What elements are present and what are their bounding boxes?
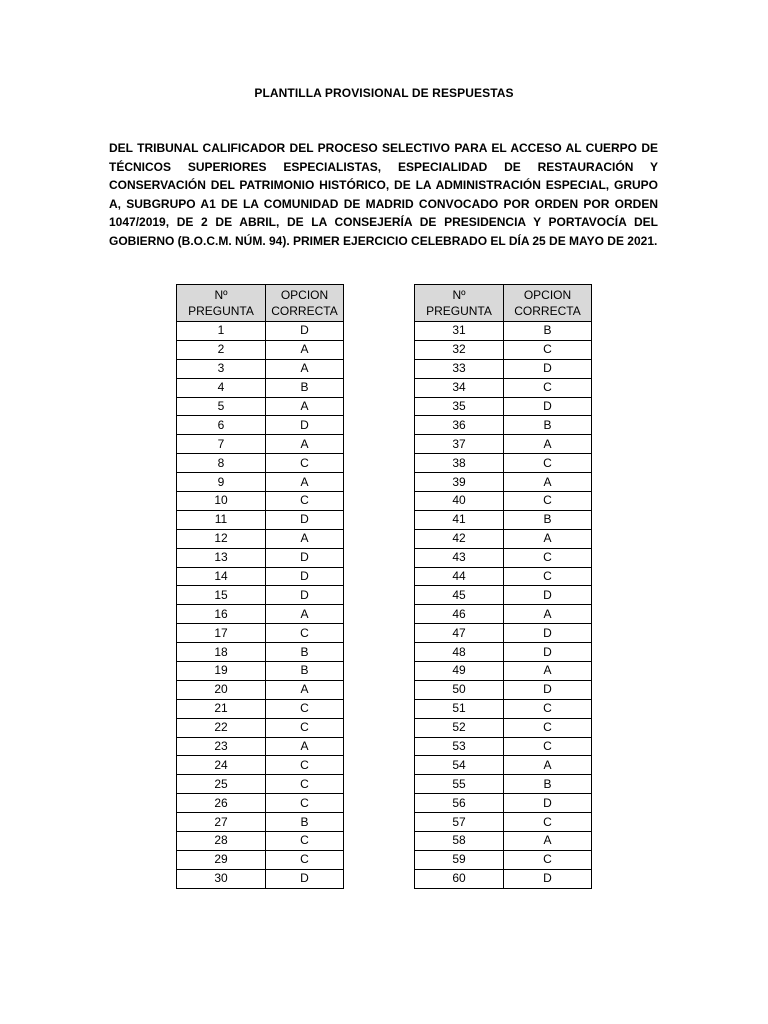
correct-option-cell: C	[266, 832, 344, 851]
table-row	[415, 359, 592, 378]
correct-option-cell: D	[504, 586, 592, 605]
header-option-line1: OPCION	[523, 288, 572, 302]
question-number-cell: 10	[177, 492, 266, 511]
table-row	[177, 832, 344, 851]
question-number-cell: 46	[415, 605, 504, 624]
table-row	[177, 359, 344, 378]
table-row	[415, 643, 592, 662]
table-row	[177, 813, 344, 832]
question-number-cell: 4	[177, 378, 266, 397]
question-number-cell: 23	[177, 737, 266, 756]
correct-option-cell: C	[266, 850, 344, 869]
correct-option-cell: A	[504, 473, 592, 492]
correct-option-cell: A	[266, 340, 344, 359]
table-row	[415, 378, 592, 397]
correct-option-cell: C	[504, 378, 592, 397]
correct-option-cell: A	[266, 680, 344, 699]
table-row	[177, 397, 344, 416]
correct-option-cell: C	[266, 718, 344, 737]
correct-option-cell: D	[266, 416, 344, 435]
table-row	[415, 340, 592, 359]
header-correct-option	[266, 285, 344, 322]
correct-option-cell: C	[266, 775, 344, 794]
table-row	[415, 756, 592, 775]
correct-option-cell: A	[266, 529, 344, 548]
correct-option-cell: D	[504, 643, 592, 662]
table-row	[177, 435, 344, 454]
correct-option-cell: B	[504, 510, 592, 529]
header-option-line2: CORRECTA	[514, 304, 581, 318]
correct-option-cell: A	[266, 605, 344, 624]
question-number-cell: 50	[415, 680, 504, 699]
correct-option-cell: C	[504, 699, 592, 718]
table-row	[177, 605, 344, 624]
correct-option-cell: D	[504, 397, 592, 416]
question-number-cell: 15	[177, 586, 266, 605]
table-row	[415, 567, 592, 586]
table-row	[415, 322, 592, 341]
question-number-cell: 48	[415, 643, 504, 662]
correct-option-cell: B	[266, 662, 344, 681]
header-question-line1: Nº	[214, 288, 228, 302]
table-row	[177, 378, 344, 397]
correct-option-cell: A	[504, 605, 592, 624]
question-number-cell: 31	[415, 322, 504, 341]
question-number-cell: 53	[415, 737, 504, 756]
question-number-cell: 45	[415, 586, 504, 605]
question-number-cell: 2	[177, 340, 266, 359]
correct-option-cell: C	[266, 624, 344, 643]
correct-option-cell: D	[266, 322, 344, 341]
question-number-cell: 58	[415, 832, 504, 851]
question-number-cell: 9	[177, 473, 266, 492]
correct-option-cell: B	[266, 378, 344, 397]
question-number-cell: 5	[177, 397, 266, 416]
table-row	[415, 869, 592, 888]
correct-option-cell: C	[504, 340, 592, 359]
question-number-cell: 42	[415, 529, 504, 548]
table-row	[177, 643, 344, 662]
header-correct-option	[504, 285, 592, 322]
question-number-cell: 57	[415, 813, 504, 832]
table-row	[415, 529, 592, 548]
question-number-cell: 52	[415, 718, 504, 737]
table-row	[415, 397, 592, 416]
header-question-number	[177, 285, 266, 322]
question-number-cell: 55	[415, 775, 504, 794]
table-row	[177, 567, 344, 586]
question-number-cell: 17	[177, 624, 266, 643]
correct-option-cell: C	[266, 756, 344, 775]
table-row	[177, 869, 344, 888]
correct-option-cell: C	[504, 737, 592, 756]
question-number-cell: 34	[415, 378, 504, 397]
document-intro: DEL TRIBUNAL CALIFICADOR DEL PROCESO SELECTIVO PARA EL ACCESO AL CUERPO DE TÉCNICOS SUPERIORES ESPECIALISTAS, ESPECIALIDAD DE RESTAURACIÓN Y CONSERVACIÓN DEL PATRIMONIO HISTÓRICO, DE LA ADMINISTRACIÓN ESPECIAL, GRUPO A, SUBGRUPO A1 DE LA COMUNIDAD DE MADRID CONVOCADO POR ORDEN POR ORDEN 1047/2019, DE 2 DE ABRIL, DE LA CONSEJERÍA DE PRESIDENCIA Y PORTAVOCÍA DEL GOBIERNO (B.O.C.M. NÚM. 94). PRIMER EJERCICIO CELEBRADO EL DÍA 25 DE MAYO DE 2021.	[109, 141, 658, 248]
correct-option-cell: C	[504, 718, 592, 737]
table-row	[177, 340, 344, 359]
table-row	[415, 435, 592, 454]
correct-option-cell: C	[504, 567, 592, 586]
table-row	[177, 718, 344, 737]
table-row	[177, 492, 344, 511]
table-row	[415, 832, 592, 851]
table-row	[177, 775, 344, 794]
table-row	[177, 737, 344, 756]
table-row	[415, 775, 592, 794]
question-number-cell: 36	[415, 416, 504, 435]
answers-table-2	[414, 284, 592, 889]
question-number-cell: 22	[177, 718, 266, 737]
question-number-cell: 26	[177, 794, 266, 813]
table-row	[177, 662, 344, 681]
correct-option-cell: B	[504, 416, 592, 435]
correct-option-cell: C	[266, 794, 344, 813]
question-number-cell: 6	[177, 416, 266, 435]
correct-option-cell: C	[266, 699, 344, 718]
table-row	[415, 737, 592, 756]
correct-option-cell: A	[266, 435, 344, 454]
correct-option-cell: D	[266, 510, 344, 529]
question-number-cell: 1	[177, 322, 266, 341]
table-row	[177, 548, 344, 567]
correct-option-cell: D	[504, 359, 592, 378]
table-row	[177, 624, 344, 643]
correct-option-cell: C	[266, 454, 344, 473]
correct-option-cell: D	[266, 586, 344, 605]
table-row	[177, 699, 344, 718]
question-number-cell: 44	[415, 567, 504, 586]
question-number-cell: 41	[415, 510, 504, 529]
correct-option-cell: B	[266, 813, 344, 832]
question-number-cell: 38	[415, 454, 504, 473]
correct-option-cell: A	[504, 435, 592, 454]
question-number-cell: 14	[177, 567, 266, 586]
table-row	[415, 813, 592, 832]
correct-option-cell: D	[504, 869, 592, 888]
question-number-cell: 19	[177, 662, 266, 681]
correct-option-cell: C	[504, 548, 592, 567]
table-row	[415, 662, 592, 681]
question-number-cell: 24	[177, 756, 266, 775]
question-number-cell: 51	[415, 699, 504, 718]
table-header-row	[177, 285, 344, 322]
correct-option-cell: C	[504, 454, 592, 473]
correct-option-cell: D	[504, 794, 592, 813]
correct-option-cell: A	[266, 473, 344, 492]
table-row	[177, 510, 344, 529]
question-number-cell: 25	[177, 775, 266, 794]
question-number-cell: 43	[415, 548, 504, 567]
question-number-cell: 47	[415, 624, 504, 643]
answers-table-1	[176, 284, 344, 889]
question-number-cell: 13	[177, 548, 266, 567]
question-number-cell: 7	[177, 435, 266, 454]
table-row	[415, 548, 592, 567]
question-number-cell: 16	[177, 605, 266, 624]
correct-option-cell: C	[266, 492, 344, 511]
correct-option-cell: B	[504, 322, 592, 341]
table-row	[415, 624, 592, 643]
question-number-cell: 35	[415, 397, 504, 416]
correct-option-cell: A	[504, 662, 592, 681]
question-number-cell: 11	[177, 510, 266, 529]
correct-option-cell: D	[504, 680, 592, 699]
question-number-cell: 54	[415, 756, 504, 775]
question-number-cell: 30	[177, 869, 266, 888]
correct-option-cell: A	[266, 359, 344, 378]
question-number-cell: 12	[177, 529, 266, 548]
table-row	[415, 492, 592, 511]
header-option-line1: OPCION	[280, 288, 329, 302]
question-number-cell: 8	[177, 454, 266, 473]
correct-option-cell: A	[266, 397, 344, 416]
question-number-cell: 33	[415, 359, 504, 378]
question-number-cell: 59	[415, 850, 504, 869]
question-number-cell: 37	[415, 435, 504, 454]
table-row	[177, 756, 344, 775]
table-row	[415, 454, 592, 473]
question-number-cell: 18	[177, 643, 266, 662]
header-question-line2: PREGUNTA	[188, 304, 254, 318]
correct-option-cell: D	[266, 548, 344, 567]
table-row	[177, 794, 344, 813]
correct-option-cell: C	[504, 492, 592, 511]
table-row	[177, 473, 344, 492]
correct-option-cell: B	[504, 775, 592, 794]
table-row	[177, 416, 344, 435]
question-number-cell: 32	[415, 340, 504, 359]
question-number-cell: 21	[177, 699, 266, 718]
table-header-row	[415, 285, 592, 322]
table-row	[177, 850, 344, 869]
correct-option-cell: D	[266, 567, 344, 586]
question-number-cell: 27	[177, 813, 266, 832]
table-row	[415, 850, 592, 869]
table-row	[415, 605, 592, 624]
correct-option-cell: D	[266, 869, 344, 888]
correct-option-cell: C	[504, 850, 592, 869]
correct-option-cell: C	[504, 813, 592, 832]
correct-option-cell: D	[504, 624, 592, 643]
table-row	[177, 586, 344, 605]
document-title: PLANTILLA PROVISIONAL DE RESPUESTAS	[254, 86, 514, 100]
question-number-cell: 60	[415, 869, 504, 888]
table-row	[177, 454, 344, 473]
table-row	[177, 529, 344, 548]
table-row	[415, 794, 592, 813]
header-question-line2: PREGUNTA	[426, 304, 492, 318]
question-number-cell: 40	[415, 492, 504, 511]
question-number-cell: 3	[177, 359, 266, 378]
table-row	[177, 680, 344, 699]
table-row	[415, 473, 592, 492]
correct-option-cell: A	[504, 756, 592, 775]
table-row	[415, 718, 592, 737]
table-row	[415, 586, 592, 605]
correct-option-cell: B	[266, 643, 344, 662]
table-row	[415, 699, 592, 718]
question-number-cell: 56	[415, 794, 504, 813]
correct-option-cell: A	[504, 529, 592, 548]
question-number-cell: 20	[177, 680, 266, 699]
question-number-cell: 29	[177, 850, 266, 869]
correct-option-cell: A	[504, 832, 592, 851]
table-row	[177, 322, 344, 341]
table-row	[415, 680, 592, 699]
question-number-cell: 49	[415, 662, 504, 681]
header-question-number	[415, 285, 504, 322]
question-number-cell: 28	[177, 832, 266, 851]
correct-option-cell: A	[266, 737, 344, 756]
header-question-line1: Nº	[452, 288, 466, 302]
table-row	[415, 510, 592, 529]
table-row	[415, 416, 592, 435]
header-option-line2: CORRECTA	[271, 304, 338, 318]
question-number-cell: 39	[415, 473, 504, 492]
